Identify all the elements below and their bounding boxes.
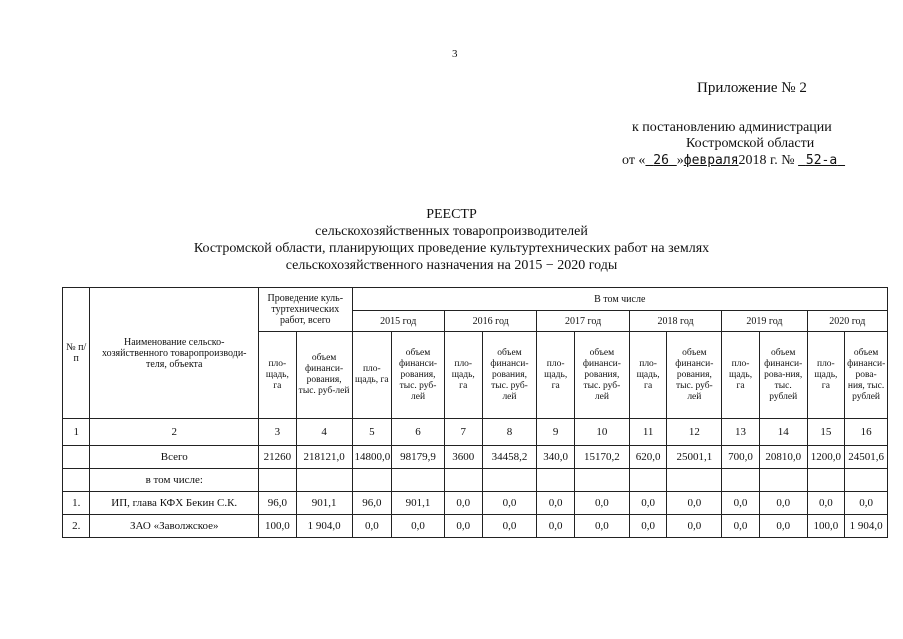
cell-funding xyxy=(845,469,888,492)
col-number: 11 xyxy=(629,419,667,446)
decree-number: 52-а xyxy=(805,153,838,168)
cell-area xyxy=(722,469,760,492)
cell-area: 100,0 xyxy=(807,515,845,538)
registry-data xyxy=(63,446,888,538)
sub-header-funding: объем финанси-рования, тыс. руб-лей xyxy=(296,332,352,419)
col-number: 15 xyxy=(807,419,845,446)
cell-funding: 0,0 xyxy=(845,492,888,515)
cell-funding: 25001,1 xyxy=(667,446,722,469)
table-row xyxy=(63,469,888,492)
col-number: 13 xyxy=(722,419,760,446)
col-number: 4 xyxy=(296,419,352,446)
cell-area: 96,0 xyxy=(259,492,297,515)
appendix-date-line xyxy=(622,153,845,169)
cell-area: 100,0 xyxy=(259,515,297,538)
col-number: 16 xyxy=(845,419,888,446)
cell-funding xyxy=(574,469,629,492)
cell-area: 0,0 xyxy=(537,492,575,515)
appendix-decree-line-2: Костромской области xyxy=(686,136,815,151)
cell-funding xyxy=(392,469,445,492)
sub-header-area: пло-щадь, га xyxy=(722,332,760,419)
cell-area xyxy=(352,469,392,492)
col-header-incl: В том числе xyxy=(352,288,887,311)
sub-header-area: пло-щадь, га xyxy=(807,332,845,419)
cell-area xyxy=(807,469,845,492)
cell-funding: 20810,0 xyxy=(759,446,807,469)
cell-area: 0,0 xyxy=(629,492,667,515)
row-number: 1. xyxy=(63,492,90,515)
cell-funding xyxy=(759,469,807,492)
col-header-num: № п/п xyxy=(63,288,90,419)
cell-funding: 0,0 xyxy=(392,515,445,538)
sub-header-area: пло-щадь, га xyxy=(444,332,482,419)
month-prefix: » xyxy=(676,153,684,168)
sub-header-funding: объем финанси-рования, тыс. руб-лей xyxy=(392,332,445,419)
year-header-2020: 2020 год xyxy=(807,311,887,332)
row-number xyxy=(63,446,90,469)
col-number: 7 xyxy=(444,419,482,446)
sub-header-funding: объем финанси-рова-ния, тыс. рублей xyxy=(845,332,888,419)
cell-area: 0,0 xyxy=(352,515,392,538)
table-row xyxy=(63,515,888,538)
year-header-2016: 2016 год xyxy=(444,311,536,332)
col-header-total: Проведение куль-туртехнических работ, всего xyxy=(259,288,352,332)
table-row xyxy=(63,446,888,469)
cell-funding xyxy=(296,469,352,492)
table-row xyxy=(63,492,888,515)
column-number-row xyxy=(63,419,888,446)
col-number: 6 xyxy=(392,419,445,446)
col-header-name: Наименование сельско-хозяйственного товаропроизводи-теля, объекта xyxy=(90,288,259,419)
date-prefix: от « xyxy=(622,153,646,168)
date-month: февраля xyxy=(683,153,739,168)
cell-funding: 0,0 xyxy=(574,492,629,515)
year-text: 2018 г. № xyxy=(738,153,795,168)
cell-funding: 0,0 xyxy=(667,515,722,538)
cell-area: 0,0 xyxy=(807,492,845,515)
cell-funding: 0,0 xyxy=(574,515,629,538)
cell-area: 700,0 xyxy=(722,446,760,469)
row-name: ИП, глава КФХ Бекин С.К. xyxy=(90,492,259,515)
cell-area: 620,0 xyxy=(629,446,667,469)
sub-header-area: пло-щадь, га xyxy=(629,332,667,419)
cell-area: 0,0 xyxy=(722,492,760,515)
row-name: в том числе: xyxy=(90,469,259,492)
cell-area xyxy=(537,469,575,492)
col-number: 12 xyxy=(667,419,722,446)
registry-title: РЕЕСТР xyxy=(426,207,477,222)
cell-funding: 15170,2 xyxy=(574,446,629,469)
cell-area: 14800,0 xyxy=(352,446,392,469)
col-number: 10 xyxy=(574,419,629,446)
cell-area: 96,0 xyxy=(352,492,392,515)
registry-subtitle-3: сельскохозяйственного назначения на 2015 − 2020 годы xyxy=(285,258,618,273)
cell-area: 0,0 xyxy=(444,492,482,515)
registry-subtitle-2: Костромской области, планирующих проведение культуртехнических работ на землях xyxy=(193,241,710,256)
cell-area: 21260 xyxy=(259,446,297,469)
cell-area: 0,0 xyxy=(629,515,667,538)
cell-funding: 1 904,0 xyxy=(845,515,888,538)
row-number: 2. xyxy=(63,515,90,538)
cell-funding: 0,0 xyxy=(667,492,722,515)
appendix-title: Приложение № 2 xyxy=(697,80,807,96)
cell-area xyxy=(444,469,482,492)
cell-funding: 218121,0 xyxy=(296,446,352,469)
cell-funding: 901,1 xyxy=(296,492,352,515)
page-number: 3 xyxy=(452,48,458,60)
cell-funding: 34458,2 xyxy=(482,446,537,469)
cell-funding: 901,1 xyxy=(392,492,445,515)
cell-area: 0,0 xyxy=(722,515,760,538)
cell-funding: 0,0 xyxy=(759,492,807,515)
registry-subtitle-1: сельскохозяйственных товаропроизводителей xyxy=(315,224,588,239)
year-header-2017: 2017 год xyxy=(537,311,629,332)
year-header-2015: 2015 год xyxy=(352,311,444,332)
cell-funding: 24501,6 xyxy=(845,446,888,469)
date-day: 26 xyxy=(653,153,669,168)
year-header-2019: 2019 год xyxy=(722,311,807,332)
cell-funding: 98179,9 xyxy=(392,446,445,469)
cell-area: 1200,0 xyxy=(807,446,845,469)
year-header-2018: 2018 год xyxy=(629,311,721,332)
sub-header-funding: объем финанси-рования, тыс. руб-лей xyxy=(667,332,722,419)
row-number xyxy=(63,469,90,492)
cell-funding: 0,0 xyxy=(482,515,537,538)
cell-area xyxy=(259,469,297,492)
cell-area: 0,0 xyxy=(537,515,575,538)
cell-area: 340,0 xyxy=(537,446,575,469)
registry-table xyxy=(62,287,888,538)
col-number: 14 xyxy=(759,419,807,446)
sub-header-funding: объем финанси-рования, тыс. руб-лей xyxy=(482,332,537,419)
col-number: 3 xyxy=(259,419,297,446)
sub-header-funding: объем финанси-рова-ния, тыс. рублей xyxy=(759,332,807,419)
col-number: 5 xyxy=(352,419,392,446)
sub-header-funding: объем финанси-рования, тыс. руб-лей xyxy=(574,332,629,419)
cell-funding: 0,0 xyxy=(759,515,807,538)
sub-header-area: пло-щадь, га xyxy=(259,332,297,419)
sub-header-area: пло-щадь, га xyxy=(537,332,575,419)
appendix-decree-line-1: к постановлению администрации xyxy=(632,120,832,135)
row-name: ЗАО «Заволжское» xyxy=(90,515,259,538)
col-number: 9 xyxy=(537,419,575,446)
cell-funding: 1 904,0 xyxy=(296,515,352,538)
col-number: 8 xyxy=(482,419,537,446)
col-number: 2 xyxy=(90,419,259,446)
sub-header-area: пло-щадь, га xyxy=(352,332,392,419)
cell-area: 0,0 xyxy=(444,515,482,538)
cell-funding xyxy=(667,469,722,492)
cell-funding xyxy=(482,469,537,492)
row-name: Всего xyxy=(90,446,259,469)
col-number: 1 xyxy=(63,419,90,446)
cell-funding: 0,0 xyxy=(482,492,537,515)
cell-area: 3600 xyxy=(444,446,482,469)
cell-area xyxy=(629,469,667,492)
